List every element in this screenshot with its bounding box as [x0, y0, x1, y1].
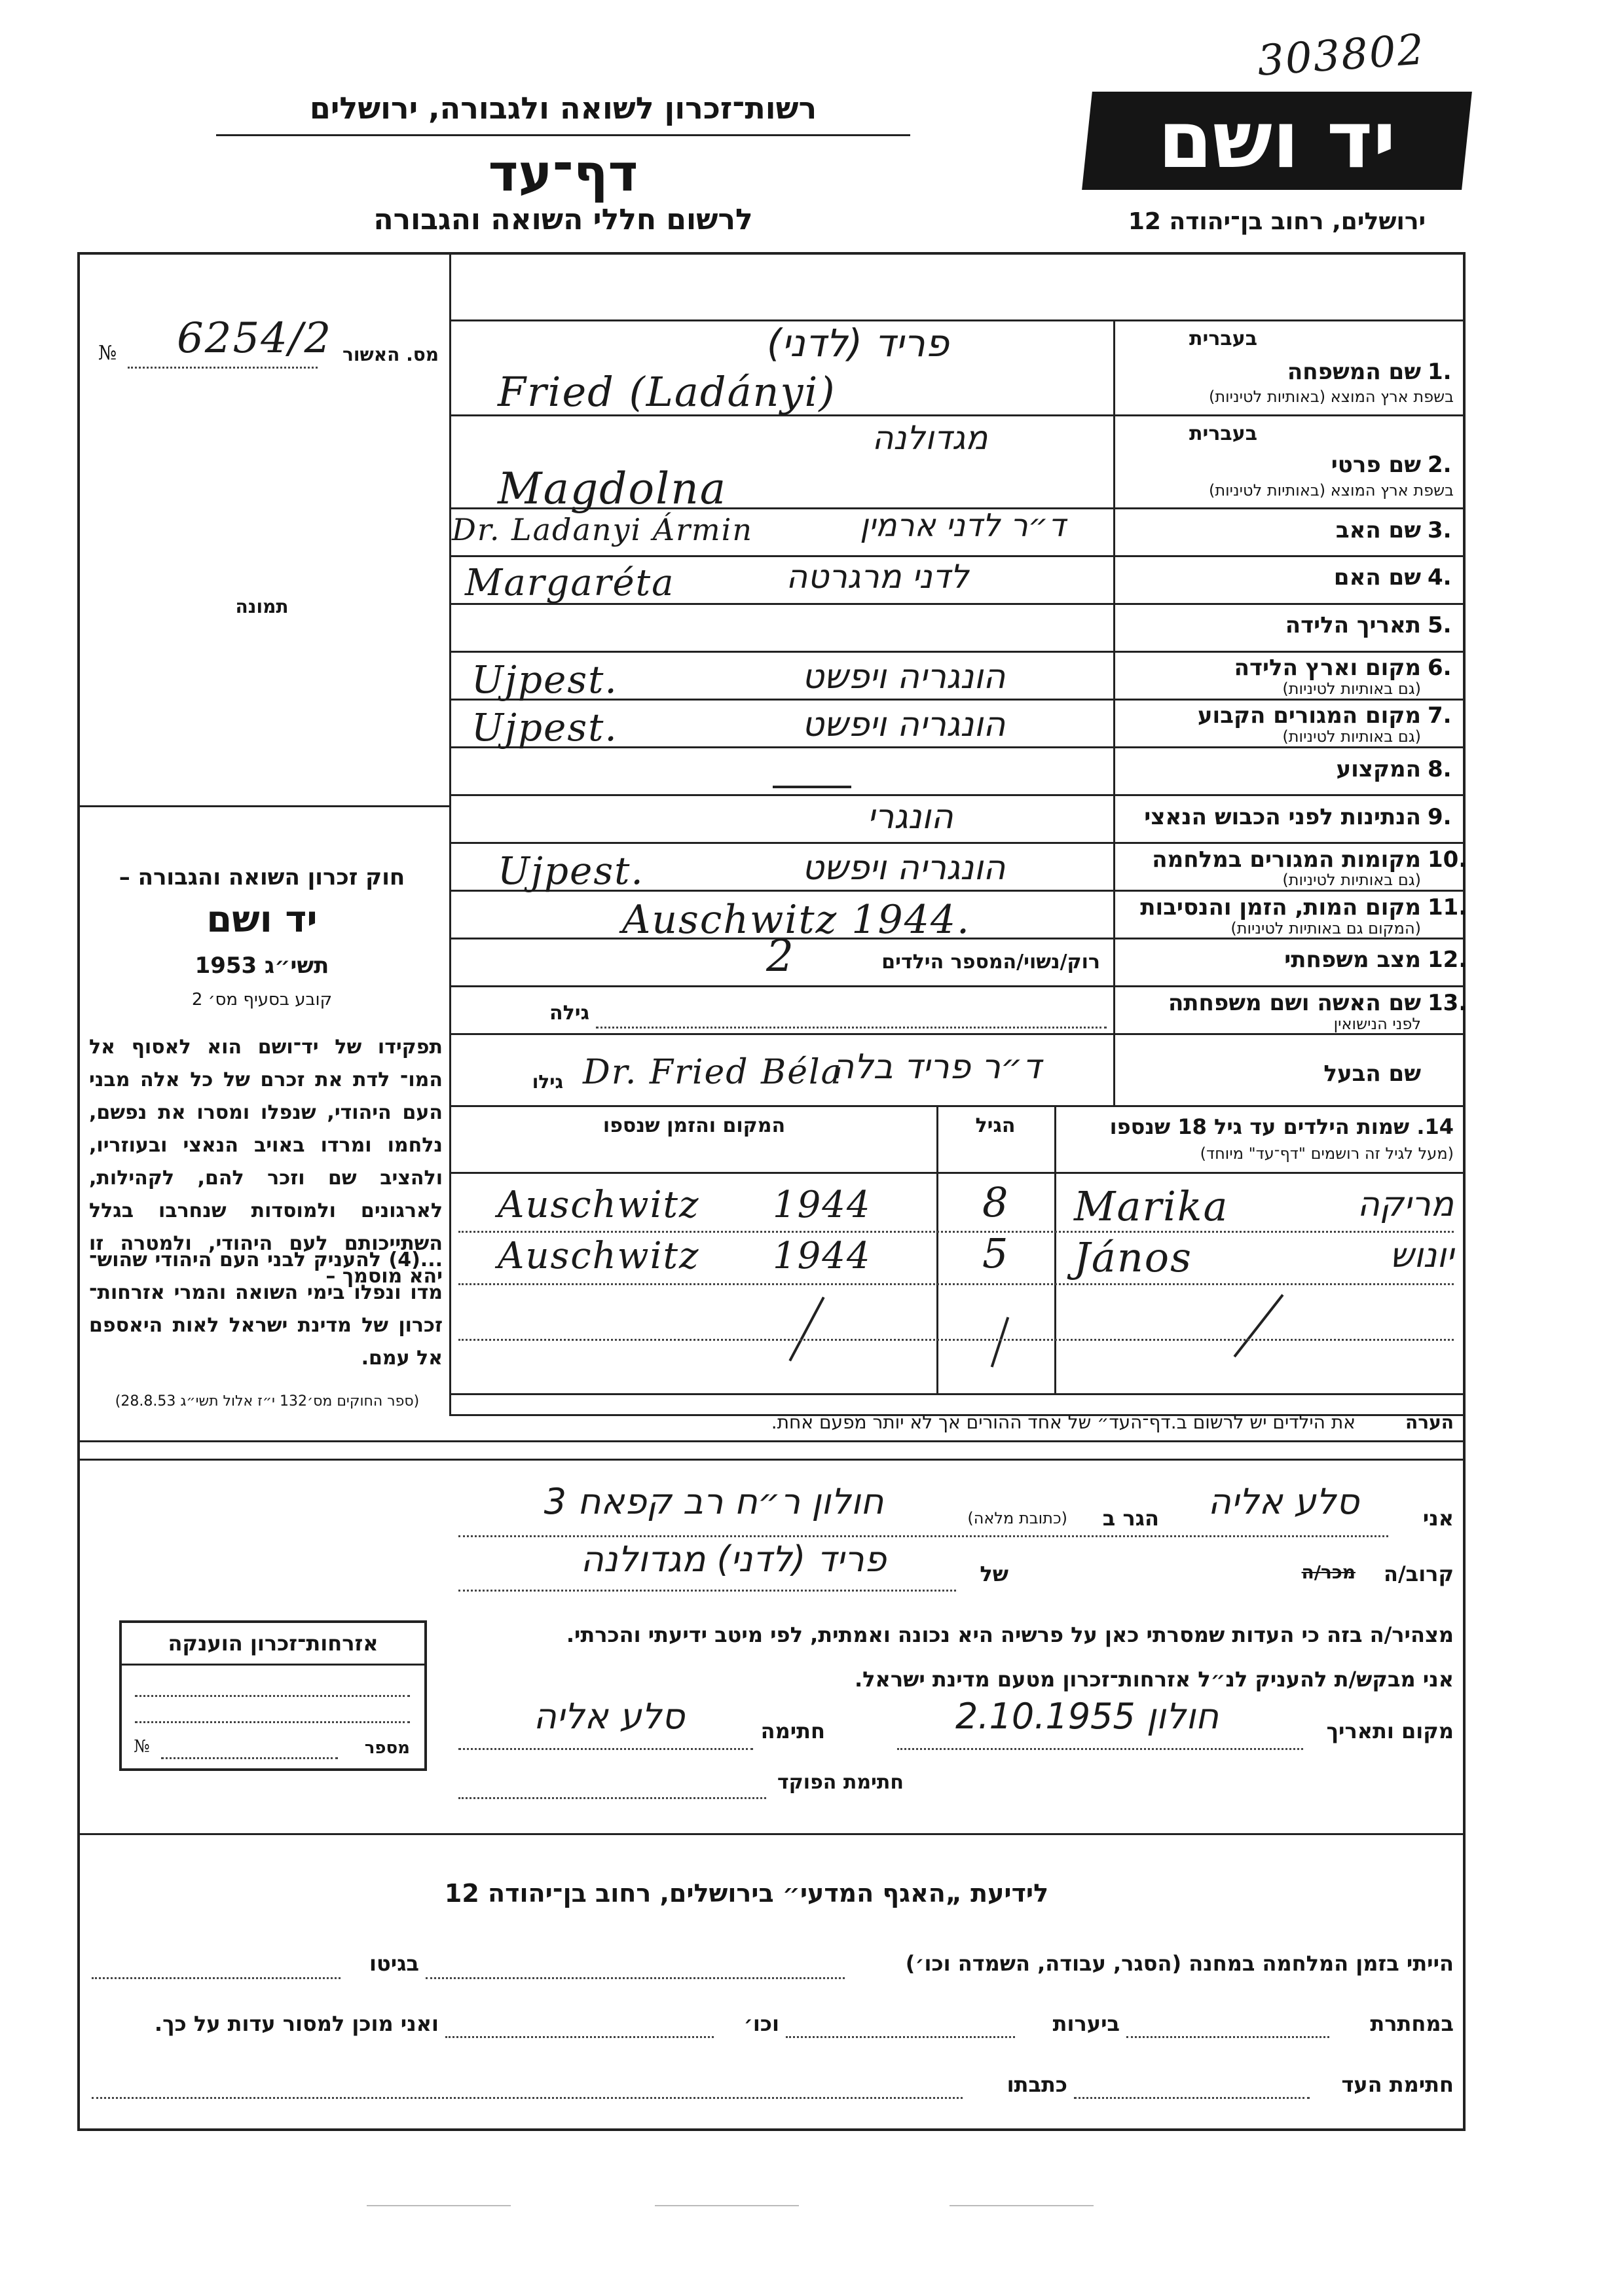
footer-line2-dots-2: [786, 2036, 1015, 2038]
child-row-line: [458, 1283, 1454, 1285]
decl-signature-label: חתימה: [760, 1719, 825, 1743]
field-8-dash: [773, 786, 851, 788]
children-col-age: הגיל: [975, 1114, 1016, 1137]
footer-line2-dots-1: [1126, 2036, 1329, 2038]
footer-line1-dots-2: [92, 1977, 341, 1979]
field-12-value-lat: 2: [766, 931, 795, 981]
children-col-divider-1: [936, 1105, 938, 1393]
field-7-sub: (גם באותיות לטיניות): [1282, 727, 1421, 746]
note-rule: [77, 1440, 1466, 1442]
children-col-divider-2: [1054, 1105, 1056, 1393]
footer-line3-dots-1: [1074, 2097, 1310, 2099]
children-col-place: המקום והזמן שנספו: [602, 1114, 786, 1137]
child-name-lat: Marika: [1074, 1182, 1229, 1230]
approval-no-symbol: №: [98, 342, 117, 365]
field-4-num: 4.: [1428, 564, 1452, 591]
approval-value: 6254/2: [177, 314, 333, 363]
field-5-label: תאריך הלידה: [1285, 612, 1421, 638]
field-1-label: שם המשפחה: [1287, 359, 1421, 385]
field-7-value-heb: הונגריה ויפשט: [802, 705, 1006, 744]
field-3-value-heb: ד״ר לדני ארמין: [860, 507, 1065, 544]
field-10-value-lat: Ujpest.: [498, 848, 644, 893]
org-line: רשות־זכרון לשואה ולגבורה, ירושלים: [309, 90, 817, 126]
scan-mark: [655, 2205, 799, 2206]
citizenship-title-rule: [122, 1664, 424, 1666]
footer-line2-a: במחתרת: [1370, 2011, 1454, 2036]
decl-official-line: [458, 1797, 766, 1799]
org-underline: [216, 134, 910, 136]
field-6-sub: (גם באותיות לטיניות): [1282, 680, 1421, 698]
field-2-num: 2.: [1428, 452, 1452, 478]
decl-line1: מצהיר/ה בזה כי העדות שמסרתי כאן על פרשיה היא נכונה ואמתית, לפי מיטב ידיעתי והכרתי.: [566, 1622, 1454, 1647]
field-2-sub: בשפת ארץ המוצא (באותיות לטיניות): [1209, 481, 1454, 500]
citizenship-number-label: מספר: [364, 1738, 410, 1758]
decl-relative-label: קרוב/ה: [1384, 1561, 1454, 1586]
child-age: 5: [982, 1230, 1010, 1277]
row-sep: [449, 842, 1466, 844]
decl-of-value: פריד (לדני) מגדולנה: [580, 1539, 887, 1580]
field-7-label: מקום המגורים הקבוע: [1197, 702, 1421, 729]
field-3-num: 3.: [1428, 517, 1452, 543]
footer-line1-b: בגיטו: [369, 1951, 419, 1976]
label-column-divider: [1113, 319, 1115, 1105]
address: ירושלים, רחוב בן־יהודה 12: [1128, 208, 1426, 235]
child-year: 1944: [773, 1184, 872, 1226]
law-year: תשי״ג 1953: [194, 953, 329, 979]
child-name-lat: János: [1074, 1233, 1192, 1281]
field-1-sub: בשפת ארץ המוצא (באותיות לטיניות): [1209, 388, 1454, 406]
child-row-line: [458, 1231, 1454, 1233]
child-row-line: [458, 1339, 1454, 1341]
decl-line2: אני מבקש/ת להעניק לנ״ל אזרחות־זכרון מטעם מדינת ישראל.: [855, 1667, 1454, 1692]
law-title: חוק זכרון השואה והגבורה –: [119, 864, 405, 890]
field-8-num: 8.: [1428, 756, 1452, 782]
field-1-tag: בעברית: [1189, 327, 1257, 350]
field-13-num: 13.: [1428, 990, 1467, 1016]
law-name: יד ושם: [206, 898, 318, 941]
field-10-label: מקומות המגורים במלחמה: [1152, 847, 1421, 873]
child-year: 1944: [773, 1235, 872, 1277]
note-label: הערה: [1405, 1412, 1454, 1433]
field-6-value-lat: Ujpest.: [471, 657, 618, 702]
decl-place-date-value: חולון 2.10.1955: [955, 1696, 1219, 1737]
field-3-value-lat: Dr. Ladanyi Ármin: [452, 512, 754, 547]
footer-title: לידיעת „האגף המדעי״ בירושלים, רחוב בן־יהודה 12: [444, 1879, 1049, 1908]
children-subtitle: (מעל לגיל זה רושמים "דף־עד" מיוחד): [1200, 1144, 1454, 1163]
scan-mark: [950, 2205, 1094, 2206]
field-13-age-label: גילה: [549, 1002, 589, 1025]
footer-top-rule: [77, 1833, 1466, 1835]
children-header-rule: [449, 1172, 1466, 1174]
field-12-label: מצב משפחתי: [1284, 947, 1421, 973]
field-13-sub: לפני הנישואין: [1333, 1015, 1421, 1033]
field-13-label: שם האשה ושם משפחתה: [1168, 990, 1421, 1016]
field-7-num: 7.: [1428, 702, 1452, 729]
citizenship-box: [119, 1620, 427, 1771]
law-clause: קובע בסעיף מס׳ 2: [191, 990, 333, 1010]
decl-line-1: [458, 1535, 1388, 1537]
child-name-heb: יונוש: [1390, 1236, 1454, 1275]
footer-line2-d: ואני מוכן למסור עדות על כך.: [154, 2011, 439, 2036]
logo-text: יד ושם: [1158, 95, 1396, 186]
field-6-num: 6.: [1428, 655, 1452, 681]
approval-label: מס. האשור: [342, 344, 439, 365]
left-column-divider: [449, 252, 451, 1414]
decl-relative-mid: מכר/ה: [1301, 1561, 1356, 1583]
field-2-value-heb: מגדולנה: [872, 419, 988, 457]
field-8-label: המקצוע: [1336, 756, 1421, 782]
citizenship-no-symbol: №: [134, 1737, 150, 1757]
approval-line: [128, 367, 318, 369]
field-6-value-heb: הונגריה ויפשט: [802, 657, 1006, 697]
yad-vashem-logo: [1082, 92, 1472, 190]
husband-age-label: גילו: [532, 1071, 563, 1093]
field-2-tag: בעברית: [1189, 422, 1257, 445]
field-11-num: 11.: [1428, 894, 1467, 920]
decl-sig-line: [458, 1748, 753, 1750]
decl-addr-hint: (כתובת מלאה): [967, 1509, 1067, 1527]
field-11-label: מקום המות, הזמן והנסיבות: [1140, 894, 1421, 920]
field-3-label: שם האב: [1335, 517, 1421, 543]
row-sep: [449, 1105, 1466, 1107]
husband-value-heb: ד״ר פריד בלה: [832, 1048, 1041, 1087]
child-place: Auschwitz: [498, 1235, 700, 1277]
husband-value-lat: Dr. Fried Béla: [583, 1053, 843, 1092]
field-6-label: מקום וארץ הלידה: [1234, 655, 1421, 681]
decl-resides-value: חולון ר״ח רב קפאח 3: [544, 1481, 884, 1522]
field-1-value-lat: Fried (Ladányi): [498, 368, 836, 416]
row-sep: [449, 985, 1466, 987]
field-13-line: [596, 1027, 1107, 1029]
decl-date-line: [897, 1748, 1303, 1750]
footer-line3-b: כתבתו: [1006, 2072, 1067, 2097]
citizenship-line: [135, 1721, 410, 1723]
law-source: (ספר החוקים מס׳132 י״ז אלול תשי״ג 28.8.53): [115, 1393, 420, 1410]
decl-signature-value: סלע אליה: [533, 1696, 685, 1737]
field-4-value-lat: Margaréta: [465, 562, 675, 604]
footer-line3-a: חתימת העד: [1341, 2072, 1454, 2097]
field-2-value-lat: Magdolna: [498, 464, 728, 514]
decl-i-value: סלע אליה: [1208, 1481, 1359, 1522]
field-1-num: 1.: [1428, 359, 1452, 385]
field-11-value-lat: Auschwitz 1944.: [622, 897, 971, 943]
field-9-value-heb: הונגרי: [867, 797, 953, 837]
footer-line2-dots-3: [445, 2036, 714, 2038]
decl-of-label: של: [980, 1561, 1008, 1586]
footer-line2-b: ביערות: [1052, 2011, 1120, 2036]
law-text-1: תפקידו של יד־ושם הוא לאסוף אל המו־ לדת את זכרם של כל אלה מבני העם היהודי, שנפלו ומסרו את נפשם, נלחמו ומרדו באויב הנאצי ובעוזריו, ולהציב שם וזכר להם, לקהילות, לארגונים ולמוסדות שנחרבו בגלל השתייכותם לעם היהודי, ולמטרה זו יהא מוסמך –: [89, 1036, 443, 1288]
footer-line2-c: וכו׳: [743, 2011, 779, 2036]
decl-i-label: אני: [1422, 1506, 1454, 1531]
child-age: 8: [982, 1178, 1010, 1226]
law-text-2: ...(4) להעניק לבני העם היהודי שהוש־ מדו ונפלו בימי השואה והמרי אזרחות־ זכרון של מדינת ישראל לאות היאספם אל עמם.: [89, 1248, 443, 1370]
footer-line1-a: הייתי בזמן המלחמה במחנה (הסגר, עבודה, השמדה וכו׳): [905, 1951, 1454, 1976]
field-5-num: 5.: [1428, 612, 1452, 638]
field-9-label: הנתינות לפני הכבוש הנאצי: [1144, 804, 1421, 830]
note-text: את הילדים יש לרשום ב.דף־העד״ של אחד ההורים אך לא יותר מפעם אחת.: [771, 1412, 1356, 1433]
child-place: Auschwitz: [498, 1184, 700, 1226]
form-title: דף־עד: [488, 144, 638, 203]
husband-label: שם הבעל: [1323, 1061, 1421, 1087]
footer-line1-dots: [426, 1977, 845, 1979]
scan-mark: [367, 2205, 511, 2206]
citizenship-number-line: [161, 1757, 338, 1759]
children-title: 14. שמות הילדים עד גיל 18 שנספו: [1109, 1114, 1454, 1139]
decl-line-2: [458, 1590, 956, 1592]
citizenship-title: אזרחות־זכרון הוענקה: [168, 1631, 378, 1656]
field-10-sub: (גם באותיות לטיניות): [1282, 871, 1421, 889]
row-sep: [449, 651, 1466, 653]
decl-official-label: חתימת הפוקד: [777, 1771, 904, 1794]
field-1-value-heb: פריד (לדני): [766, 321, 950, 365]
archive-number: 303802: [1255, 26, 1427, 86]
field-7-value-lat: Ujpest.: [471, 705, 618, 750]
children-bottom-rule: [449, 1393, 1466, 1395]
row-sep: [449, 1033, 1466, 1035]
field-4-label: שם האם: [1333, 564, 1421, 591]
field-4-value-heb: לדני מרגרטה: [786, 558, 969, 596]
photo-label: תמונה: [235, 596, 289, 617]
form-subtitle: לרשום חללי השואה והגבורה: [373, 203, 753, 236]
row-sep: [449, 794, 1466, 796]
footer-line3-dots-2: [92, 2097, 963, 2099]
field-2-label: שם פרטי: [1331, 452, 1421, 478]
field-9-num: 9.: [1428, 804, 1452, 830]
decl-resides-label: הגר ב: [1102, 1506, 1159, 1531]
decl-place-date-label: מקום ותאריך: [1326, 1719, 1454, 1743]
field-10-num: 10.: [1428, 847, 1467, 873]
note-bottom-rule: [77, 1459, 1466, 1461]
child-name-heb: מריקה: [1357, 1185, 1454, 1224]
field-12-value-heb: רוק/נשוי/המספר הילדים: [881, 951, 1100, 974]
row-sep: [449, 555, 1466, 557]
photo-bottom-rule: [77, 805, 449, 807]
field-10-value-heb: הונגריה ויפשט: [802, 848, 1006, 888]
field-12-num: 12.: [1428, 947, 1467, 973]
citizenship-line: [135, 1695, 410, 1697]
field-11-sub: (המקום גם באותיות לטיניות): [1230, 919, 1421, 938]
